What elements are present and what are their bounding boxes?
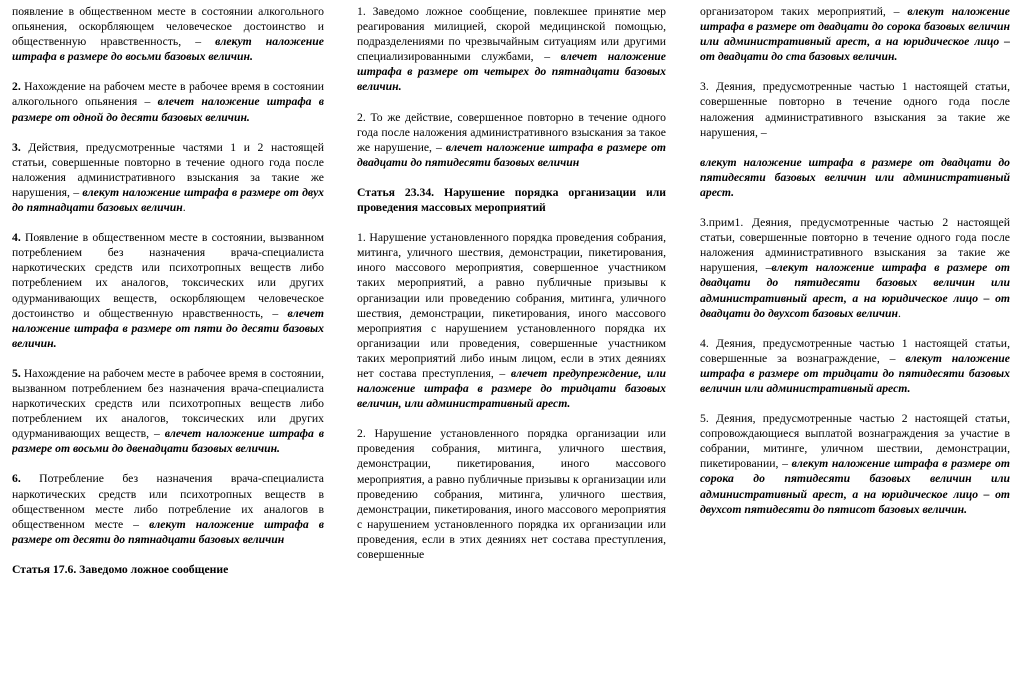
paragraph bbox=[12, 4, 324, 64]
penalty-text: влекут наложение штрафа в размере до восьми базовых величин. bbox=[12, 35, 324, 64]
item-number: 2. bbox=[12, 80, 21, 94]
paragraph-text: 3. Деяния, предусмотренные частью 1 настоящей статьи, совершенные повторно в течение одного года после наложения административного взыскания за такие же нарушения, – bbox=[700, 80, 1010, 139]
item-number: 3. bbox=[12, 140, 21, 154]
paragraph-tail: . bbox=[182, 201, 186, 215]
penalty-text: влекут наложение штрафа в размере от двадцати до сорока базовых величин или административный арест, а на юридическое лицо – от двадцати до ста базовых величин. bbox=[700, 5, 1010, 64]
article-heading: Статья 17.6. Заведомо ложное сообщение bbox=[12, 562, 229, 576]
paragraph-text: появление в общественном месте в состоянии алкогольного опьянения, оскорбляющем человеческое достоинство и общественную нравственность, – bbox=[12, 5, 324, 49]
paragraph bbox=[12, 79, 324, 124]
paragraph-text: Появление в общественном месте в состоянии, вызванном потреблением без назначения врача-специалиста наркотических средств или психотропных веществ либо потреблением их аналогов, токсических или других одурманивающих веществ, оскорбляющем человеческое достоинство и общественную нравственность, – bbox=[12, 231, 324, 320]
paragraph-text: 1. Заведомо ложное сообщение, повлекшее принятие мер реагирования милицией, скорой медицинской помощью, подразделениями по чрезвычайным ситуациям или другими специализированными службами, – bbox=[357, 5, 666, 64]
penalty-text: влекут наложение штрафа в размере от тридцати до пятидесяти базовых величин или административный арест. bbox=[700, 351, 1010, 395]
paragraph bbox=[357, 110, 666, 170]
paragraph-text: 5. Деяния, предусмотренные частью 2 настоящей статьи, сопровождающиеся выплатой вознаграждения за участие в собрании, митинге, уличном шествии, демонстрации, пикетировании, – bbox=[700, 412, 1010, 471]
paragraph-text: 2. Нарушение установленного порядка организации или проведения собрания, митинга, уличного шествия, демонстрации, пикетирования, иного массового мероприятия, а равно публичные призывы к организации или проведению собрания, митинга, уличного шествия, демонстрации, пикетирования, иного массового мероприятия с нарушением установленного порядка их организации или проведения, если в этих деяниях нет состава преступления, совершенные bbox=[357, 427, 666, 561]
penalty-text: влечет наложение штрафа в размере от двадцати до пятидесяти базовых величин bbox=[357, 140, 666, 169]
paragraph-text: 4. Деяния, предусмотренные частью 1 настоящей статьи, совершенные за вознаграждение, – bbox=[700, 336, 1010, 365]
paragraph bbox=[12, 366, 324, 457]
item-number: 4. bbox=[12, 231, 21, 245]
paragraph bbox=[700, 79, 1010, 139]
penalty-text: влекут наложение штрафа в размере от двух до пятнадцати базовых величин bbox=[12, 185, 324, 215]
penalty-text: влечет наложение штрафа в размере от четырех до пятнадцати базовых величин. bbox=[357, 50, 666, 94]
paragraph-text: Действия, предусмотренные частями 1 и 2 настоящей статьи, совершенные повторно в течение одного года после наложения административного взыскания за такие же нарушения, – bbox=[12, 140, 324, 199]
paragraph-text: организатором таких мероприятий, – bbox=[700, 5, 908, 18]
paragraph bbox=[12, 230, 324, 351]
penalty-text: влечет наложение штрафа в размере от восьми до двенадцати базовых величин. bbox=[12, 427, 324, 456]
paragraph bbox=[700, 215, 1010, 321]
column-middle bbox=[357, 4, 666, 677]
paragraph bbox=[357, 230, 666, 411]
paragraph bbox=[700, 411, 1010, 517]
column-left bbox=[12, 4, 324, 677]
paragraph bbox=[700, 4, 1010, 64]
paragraph bbox=[12, 140, 324, 215]
paragraph bbox=[700, 336, 1010, 396]
paragraph-text: Потребление без назначения врача-специалиста наркотических средств или психотропных веществ в общественном месте либо потребление их аналогов в общественном месте – bbox=[12, 472, 324, 531]
item-number: 6. bbox=[12, 472, 21, 486]
penalty-text: влекут наложение штрафа в размере от десяти до пятнадцати базовых величин bbox=[12, 517, 324, 546]
paragraph-text: 2. То же действие, совершенное повторно в течение одного года после наложения административного взыскания за такое же нарушение, – bbox=[357, 110, 666, 154]
article-heading: Статья 23.34. Нарушение порядка организации или проведения массовых мероприятий bbox=[357, 185, 666, 215]
penalty-text: влекут наложение штрафа в размере от сорока до пятидесяти базовых величин или административный арест, а на юридическое лицо – от двухсот пятидесяти до пятисот базовых величин. bbox=[700, 457, 1010, 516]
paragraph bbox=[12, 471, 324, 546]
paragraph bbox=[700, 155, 1010, 200]
penalty-text: влекут наложение штрафа в размере от двадцати до пятидесяти базовых величин или административный арест, а на юридическое лицо – от двадцати до двухсот базовых величин bbox=[700, 261, 1010, 320]
paragraph bbox=[357, 4, 666, 95]
paragraph-text: 1. Нарушение установленного порядка проведения собрания, митинга, уличного шествия, демонстрации, пикетирования, иного массового мероприятия, совершенное участником таких мероприятий, а равно публичные призывы к организации или проведению собрания, митинга, уличного шествия, демонстрации, пикетирования, иного массового мероприятия с нарушением установленного порядка их организации или проведения, совершенные участником таких мероприятий либо иным лицом, если в этих деяниях нет состава преступления, – bbox=[357, 231, 666, 380]
penalty-text: влекут наложение штрафа в размере от двадцати до пятидесяти базовых величин или административный арест. bbox=[700, 155, 1010, 199]
penalty-text: влечет наложение штрафа в размере от одной до десяти базовых величин. bbox=[12, 95, 324, 124]
item-number: 5. bbox=[12, 366, 21, 380]
penalty-text: влечет предупреждение, или наложение штрафа в размере до тридцати базовых величин, или административный арест. bbox=[357, 366, 666, 411]
column-right bbox=[700, 4, 1010, 677]
paragraph bbox=[357, 426, 666, 562]
penalty-text: влечет наложение штрафа в размере от пяти до десяти базовых величин. bbox=[12, 306, 324, 350]
paragraph-tail: . bbox=[897, 306, 901, 320]
paragraph-text: 3.прим1. Деяния, предусмотренные частью 2 настоящей статьи, совершенные повторно в течение одного года после наложения административного взыскания за такие же нарушения, – bbox=[700, 216, 1010, 275]
paragraph-text: Нахождение на рабочем месте в рабочее время в состоянии алкогольного опьянения – bbox=[12, 80, 324, 109]
paragraph-text: Нахождение на рабочем месте в рабочее время в состоянии, вызванном потреблением без назначения врача-специалиста наркотических средств или психотропных веществ либо потреблением их аналогов, токсических или других одурманивающих веществ, – bbox=[12, 366, 324, 441]
